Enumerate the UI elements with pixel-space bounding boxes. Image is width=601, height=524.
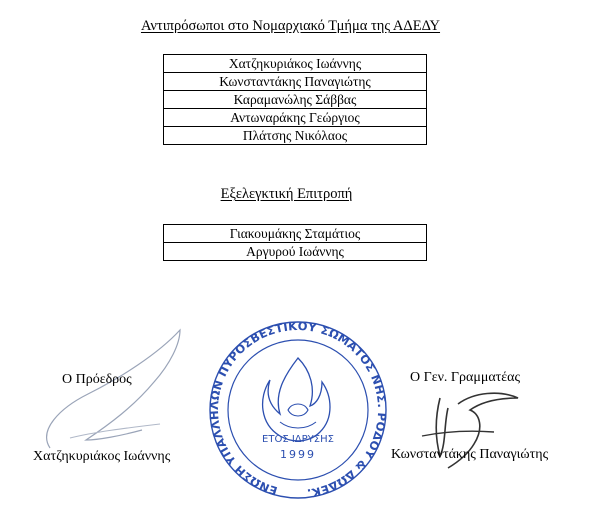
association-seal <box>208 318 388 508</box>
table-row <box>164 127 427 145</box>
representatives-table <box>163 54 427 145</box>
audit-member-name: Αργυρού Ιωάννης <box>164 243 427 261</box>
representative-name: Χατζηκυριάκος Ιωάννης <box>164 55 427 73</box>
seal-founding-year: 1999 <box>280 448 316 461</box>
audit-committee-title: Εξελεγκτική Επιτροπή <box>220 186 353 202</box>
representative-name: Καραμανώλης Σάββας <box>164 91 427 109</box>
seal-outer-text: ΕΝΩΣΗ ΥΠΑΛΛΗΛΩΝ ΠΥΡΟΣΒΕΣΤΙΚΟΥ ΣΩΜΑΤΟΣ ΝΗΣ. ΡΟΔΟΥ & ΔΩΔΕΚ. <box>206 318 390 501</box>
secretary-name: Κωνσταντάκης Παναγιώτης <box>391 447 549 462</box>
secretary-signature <box>418 384 528 484</box>
seal-founding-label: ΕΤΟΣ ΙΔΡΥΣΗΣ <box>262 434 334 445</box>
table-row <box>164 91 427 109</box>
president-signature <box>30 320 200 460</box>
table-row <box>164 225 427 243</box>
representative-name: Κωνσταντάκης Παναγιώτης <box>164 73 427 91</box>
representative-name: Πλάτσης Νικόλαος <box>164 127 427 145</box>
table-row <box>164 73 427 91</box>
representative-name: Αντωναράκης Γεώργιος <box>164 109 427 127</box>
table-row <box>164 55 427 73</box>
representatives-title: Αντιπρόσωποι στο Νομαρχιακό Τμήμα της ΑΔΕΔΥ <box>140 18 441 34</box>
audit-member-name: Γιακουμάκης Σταμάτιος <box>164 225 427 243</box>
table-row <box>164 243 427 261</box>
table-row <box>164 109 427 127</box>
president-name: Χατζηκυριάκος Ιωάννης <box>33 449 171 464</box>
president-title: Ο Πρόεδρος <box>62 372 132 387</box>
audit-committee-table <box>163 224 427 261</box>
secretary-title: Ο Γεν. Γραμματέας <box>410 370 521 385</box>
